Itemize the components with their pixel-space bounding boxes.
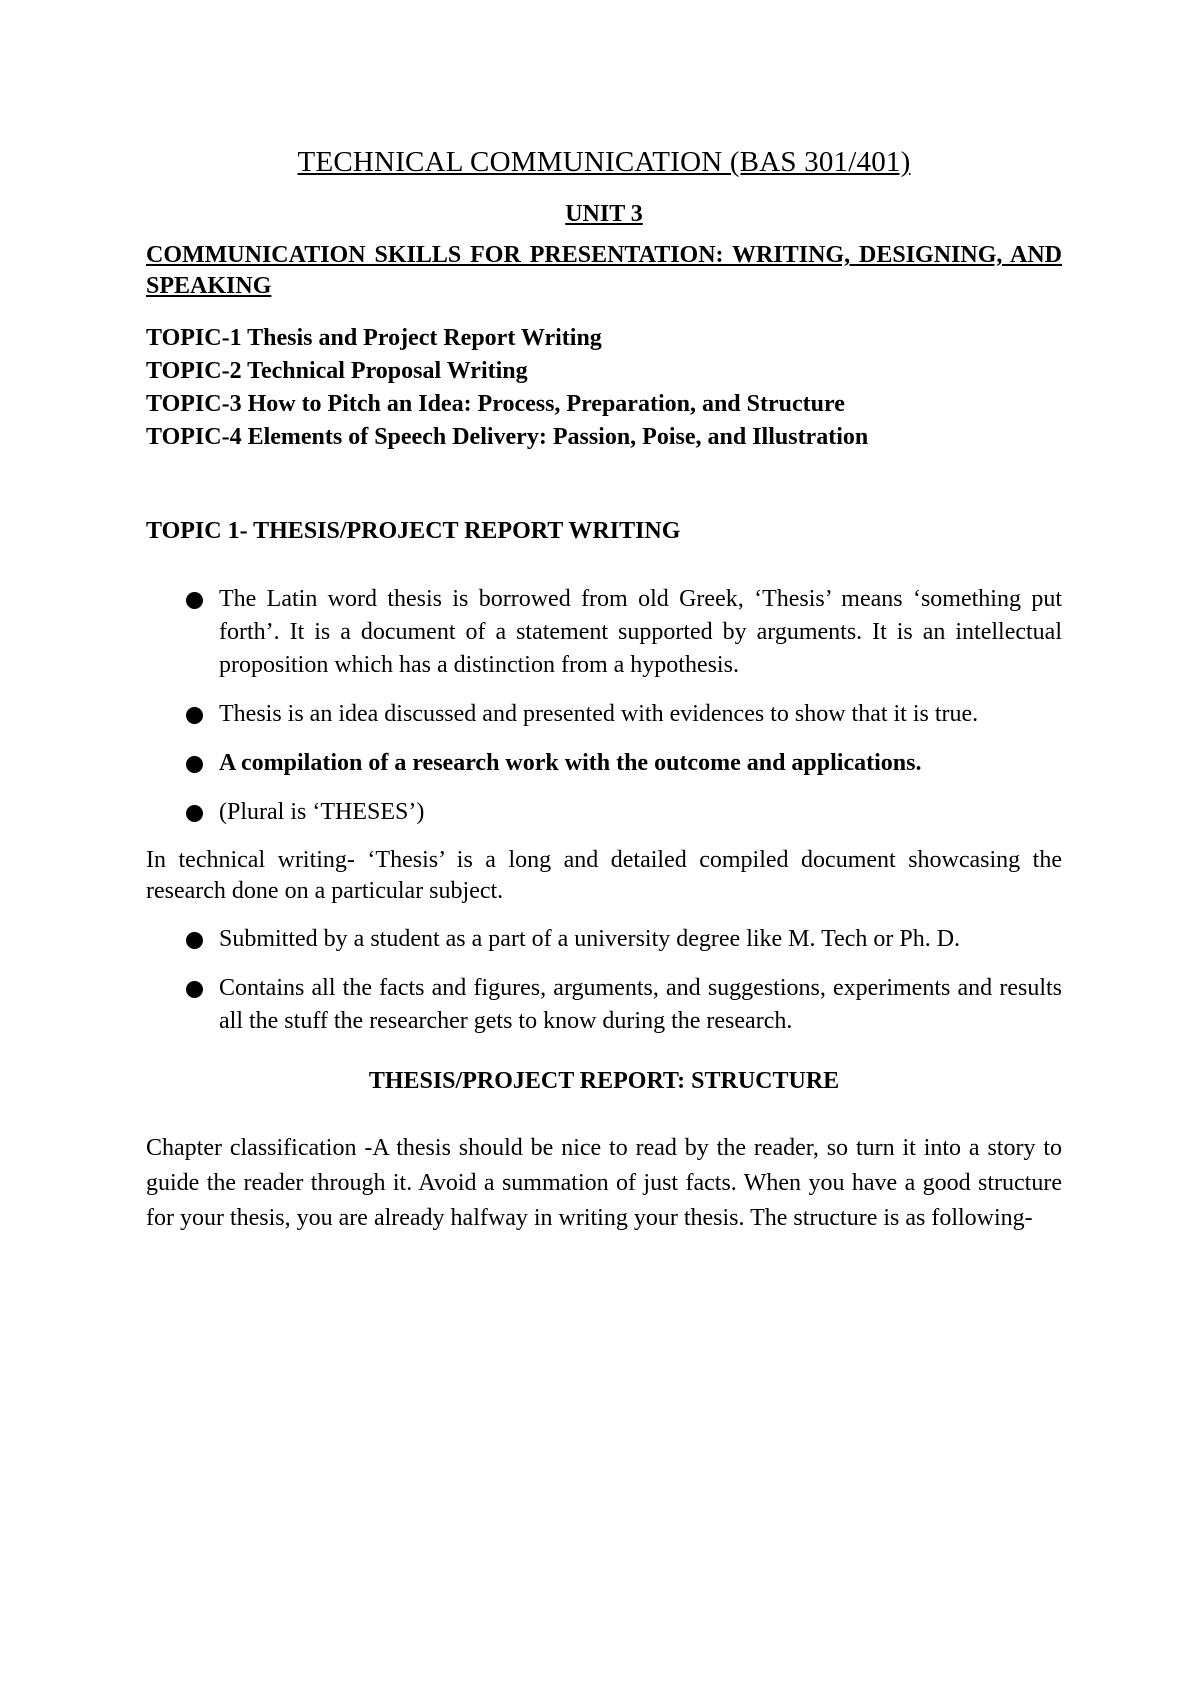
bullet-text: (Plural is ‘THESES’) [219,799,425,825]
bullet-dot-icon [186,707,203,724]
bullet-item [146,972,1062,1038]
topic-item: TOPIC-1 Thesis and Project Report Writing [146,325,602,351]
bullet-text: Submitted by a student as a part of a university degree like M. Tech or Ph. D. [219,926,961,952]
bullet-text: The Latin word thesis is borrowed from old Greek, ‘Thesis’ means ‘something put forth’. It is a document of a statement supported by arguments. It is an intellectual proposition which has a distinction from a hypothesis. [219,586,1062,678]
document-title: TECHNICAL COMMUNICATION (BAS 301/401) [297,146,911,178]
bullet-item [146,747,1062,780]
bullet-dot-icon [186,805,203,822]
section-heading: TOPIC 1- THESIS/PROJECT REPORT WRITING [146,518,681,544]
bullet-dot-icon [186,592,203,609]
bullet-text: A compilation of a research work with the outcome and applications. [219,750,922,776]
topic-item: TOPIC-3 How to Pitch an Idea: Process, Preparation, and Structure [146,391,845,417]
bullet-list-definitions [146,583,1062,829]
topic-item: TOPIC-2 Technical Proposal Writing [146,358,528,384]
bullet-dot-icon [186,756,203,773]
bullet-dot-icon [186,932,203,949]
bullet-item [146,923,1062,956]
bullet-text: Contains all the facts and figures, arguments, and suggestions, experiments and results all the stuff the researcher gets to know during the research. [219,975,1062,1034]
structure-heading: THESIS/PROJECT REPORT: STRUCTURE [368,1068,840,1094]
bullet-list-details [146,923,1062,1038]
bullet-item [146,796,1062,829]
bullet-text: Thesis is an idea discussed and presented with evidences to show that it is true. [219,701,979,727]
topic-list [146,322,1062,454]
bullet-dot-icon [186,981,203,998]
technical-writing-paragraph: In technical writing- ‘Thesis’ is a long and detailed compiled document showcasing the research done on a particular subject. [146,847,1062,904]
main-heading: COMMUNICATION SKILLS FOR PRESENTATION: WRITING, DESIGNING, AND SPEAKING [146,242,1062,299]
structure-paragraph: Chapter classification -A thesis should be nice to read by the reader, so turn it into a story to guide the reader through it. Avoid a summation of just facts. When you have a good structure for your thesis, you are already halfway in writing your thesis. The structure is as following- [146,1135,1062,1231]
topic-item: TOPIC-4 Elements of Speech Delivery: Passion, Poise, and Illustration [146,424,869,450]
unit-label: UNIT 3 [565,201,643,227]
bullet-item [146,698,1062,731]
bullet-item [146,583,1062,682]
